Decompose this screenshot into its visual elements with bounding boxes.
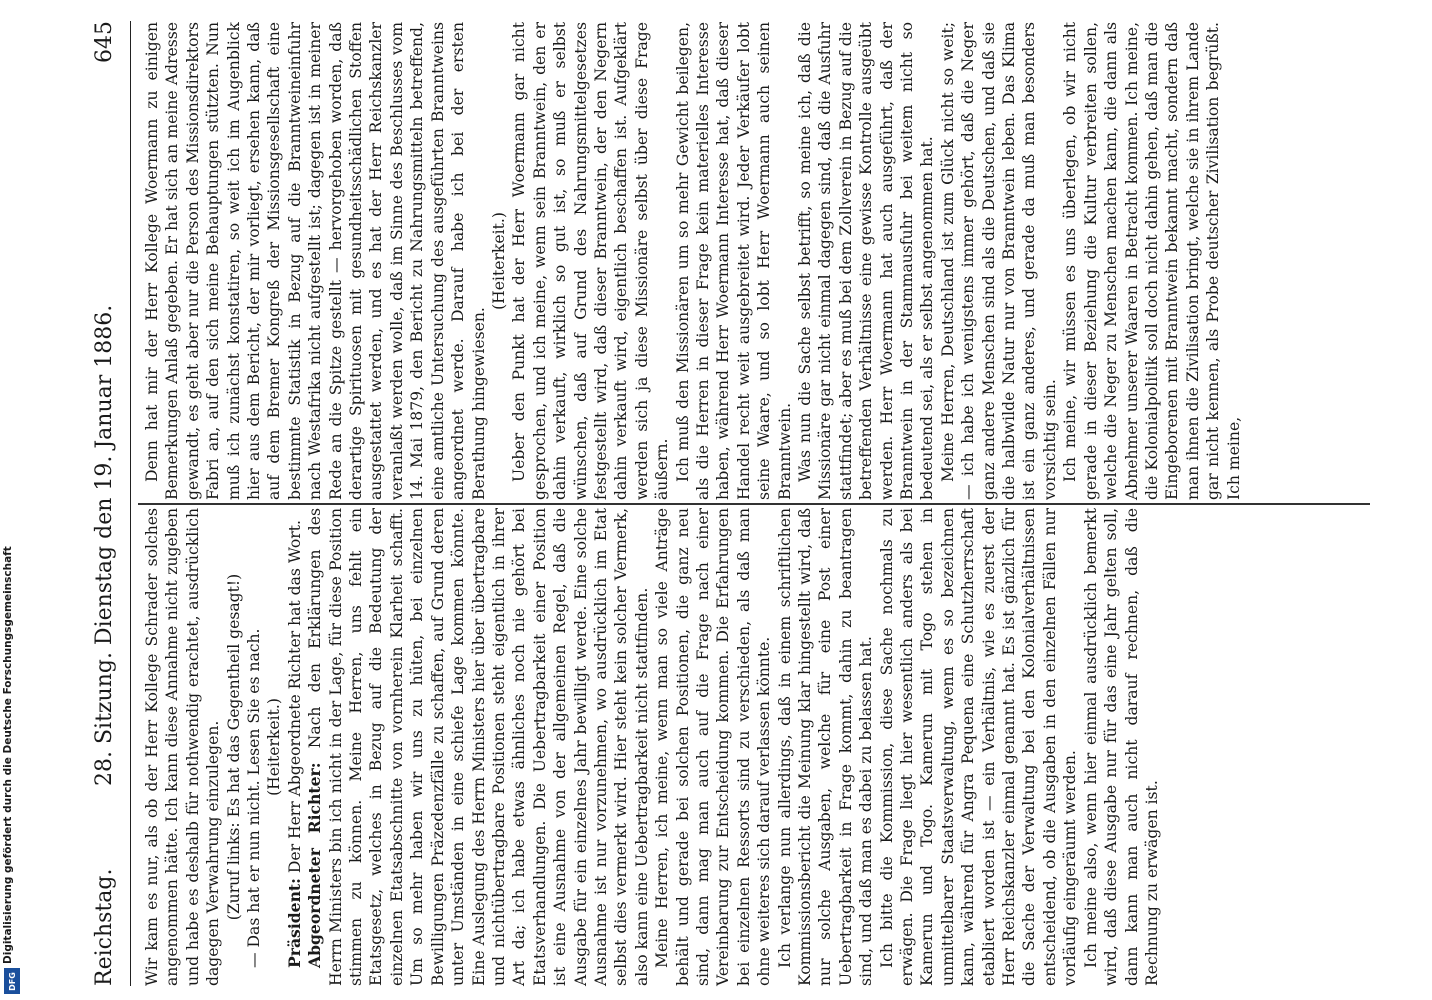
paragraph bbox=[775, 508, 877, 986]
header-center: 28. Sitzung. Dienstag den 19. Januar 1886. bbox=[92, 304, 117, 786]
paragraph bbox=[1081, 508, 1163, 986]
paragraph-text: Nach den Erklärungen des Herrn Ministers bin ich nicht in der Lage, für diese Position stimmen zu können. Meine Herren, uns fehlt ein Etatsgesetz, welches in Bezug auf die Bedeutung der einzelnen Etatsabschnitte von vornherein Klarheit schafft. Um so mehr haben wir uns zu hüten, bei einzelnen Bewilligungen Präzedenzfälle zu schaffen, auf Grund deren unter Umständen in eine schiefe Lage kommen könnte. Eine Auslegung des Herrn Ministers hier über übertragbare und nichtübertragbare Positionen steht eigentlich in ihrer Art da; ich habe etwas ähnliches noch nie gehört bei Etatsverhandlungen. Die Uebertragbarkeit einer Position ist eine Ausnahme von der allgemeinen Regel, daß die Ausgabe für ein einzelnes Jahr bewilligt werde. Eine solche Ausnahme ist nur vorzunehmen, wo ausdrücklich im Etat selbst dies vermerkt wird. Hier steht kein solcher Vermerk, also kann eine Uebertragbarkeit nicht stattfinden. bbox=[306, 508, 651, 986]
paragraph-text: Wir kam es nur, als ob der Herr Kollege Schrader solches angenommen hätte. Ich kann diese Annahme nicht zugeben und habe es deshalb für nothwendig erachtet, ausdrücklich dagegen Verwahrung einzulegen. bbox=[143, 508, 223, 986]
paragraph bbox=[285, 508, 305, 986]
paragraph-text: — Das hat er nun nicht. Lesen Sie es nach. bbox=[245, 628, 264, 968]
paragraph bbox=[652, 508, 774, 986]
paragraph bbox=[877, 508, 1081, 986]
digitization-credit: Digitalisierung gefördert durch die Deutsche Forschungsgemeinschaft bbox=[2, 546, 14, 964]
column-rule bbox=[138, 504, 1370, 506]
dfg-logo bbox=[4, 968, 20, 994]
speaker-name: Abgeordneter Richter: bbox=[305, 762, 325, 968]
paragraph-text: Ich meine, wir müssen es uns überlegen, ob wir nicht gerade in dieser Beziehung die Kultur verbreiten sollen, welche die Neger zu Menschen machen kann, die dann als Abnehmer unserer Waaren in Betracht kommen. Ich meine, die Kolonialpolitik soll doch nicht dahin gehen, daß man die Eingeborenen mit Branntwein bekannt macht, sondern daß man ihnen die Zivilisation bringt, welche sie in ihrem Lande gar nicht kennen, als Probe deutscher Zivilisation begrüßt. Ich meine, bbox=[1061, 22, 1243, 500]
paragraph bbox=[305, 508, 652, 986]
right-column bbox=[142, 22, 1244, 500]
paragraph-text: (Zuruf links: Es hat das Gegentheil gesagt!) bbox=[224, 573, 243, 921]
paragraph bbox=[673, 22, 795, 500]
page-number: 645 bbox=[92, 21, 117, 63]
speaker-name: Präsident: bbox=[284, 878, 304, 968]
rotated-page bbox=[80, 5, 1380, 1000]
paragraph-text: Ich muß den Missionären um so mehr Gewicht beilegen, als die Herren in dieser Frage kein materielles Interesse haben, während Herr Woermann Interesse hat, daß dieser Handel recht weit ausgebreitet wird. Jeder Verkäufer lobt seine Waare, und so lobt Herr Woermann auch seinen Branntwein. bbox=[673, 22, 794, 500]
paragraph bbox=[1060, 22, 1244, 500]
paragraph-text: Meine Herren, ich meine, wenn man so viele Anträge behält und gerade bei solchen Positionen, die ganz neu sind, dann mag man auch auf die Frage nach einer Vereinbarung zur Entscheidung kommen. Die Erfahrungen bei einzelnen Ressorts sind zu verschieden, als daß man ohne weiteres sich darauf verlassen könnte. bbox=[653, 508, 774, 986]
stage-direction bbox=[489, 22, 509, 500]
paragraph-text: Was nun die Sache selbst betrifft, so meine ich, daß die Missionäre gar nicht einmal dagegen sind, daß die Ausfuhr stattfindet; aber es muß bei dem Zollverein in Bezug auf die betreffenden Verhältnisse eine gewisse Kontrolle ausgeübt werden. Herr Woermann hat auch ausgeführt, daß der Branntwein in der Stammausfuhr bei weitem nicht so bedeutend sei, als er selbst angenommen hat. bbox=[796, 22, 937, 500]
paragraph-text: Ueber den Punkt hat der Herr Woermann gar nicht gesprochen, und ich meine, wenn sein Branntwein, den er dahin verkauft, wirklich so gut ist, so muß er selbst wünschen, daß auf Grund des Nahrungsmittelgesetzes festgestellt wird, daß dieser Branntwein, der den Negern dahin verkauft wird, eigentlich beschaffen ist. Aufgeklärt werden sich ja diese Missionäre selbst über diese Frage äußern. bbox=[510, 22, 672, 500]
left-column bbox=[142, 508, 1162, 986]
paragraph bbox=[244, 508, 264, 986]
paragraph-text: Der Herr Abgeordnete Richter hat das Wort. bbox=[285, 520, 304, 879]
paragraph-text: Ich verlange nun allerdings, daß in einem schriftlichen Kommissionsbericht die Meinung klar hingestellt wird, daß nur solche Ausgaben, welche für eine Post einer Uebertragbarkeit in Frage kommt, dahin zu beantragen sind, und daß man es dabei zu belassen hat. bbox=[775, 508, 876, 986]
paragraph bbox=[938, 22, 1060, 500]
paragraph bbox=[795, 22, 938, 500]
paragraph bbox=[142, 22, 489, 500]
paragraph bbox=[509, 22, 672, 500]
page-header bbox=[86, 21, 131, 986]
stage-direction bbox=[224, 508, 244, 986]
dfg-logo-text: DFG bbox=[7, 971, 17, 991]
header-left: Reichstag. bbox=[92, 868, 117, 986]
paragraph-text: Ich bitte die Kommission, diese Sache nochmals zu erwägen. Die Frage liegt hier wesentlich anders als bei Kamerun und Togo. Kamerun mit Togo stehen in unmittelbarer Staatsverwaltung, wenn es so bezeichnen kann, während für Angra Pequena eine Schutzherrschaft etabliert worden ist — ein Verhältnis, wie es zuerst der Herr Reichskanzler einmal genannt hat. Es ist gänzlich für die Sache der Verwaltung bei den Kolonialverhältnissen entscheidend, ob die Ausgaben in den einzelnen Fällen nur vorläufig eingeräumt werden. bbox=[877, 508, 1080, 986]
paragraph-text: Denn hat mir der Herr Kollege Woermann zu einigen Bemerkungen Anlaß gegeben. Er hat sich an meine Adresse gewandt, es geht aber nur die Person des Missionsdirektors Fabri an, auf den sich meine Behauptungen stützten. Nun muß ich zunächst konstatiren, so weit ich im Augenblick hier aus dem Bericht, der mir vorliegt, ersehen kann, daß auf dem Bremer Kongreß der Missionsgesellschaft eine bestimmte Statistik in Bezug auf die Branntweineinfuhr nach Westafrika nicht aufgestellt ist; dagegen ist in meiner Rede an die Spitze gestellt — hervorgehoben worden, daß derartige Spirituosen mit gesundheitsschädlichen Stoffen ausgestattet werden, und es hat der Herr Reichskanzler veranlaßt werden wolle, daß im Sinne des Beschlusses vom 14. Mai 1879, den Bericht zu Nahrungsmitteln betreffend, eine amtliche Untersuchung des ausgeführten Branntweins angeordnet werde. Darauf habe ich bei der ersten Berathung hingewiesen. bbox=[143, 22, 488, 500]
stage-direction bbox=[264, 508, 284, 986]
paragraph-text: Ich meine also, wenn hier einmal ausdrücklich bemerkt wird, daß diese Ausgabe nur für das eine Jahr gelten soll, dann kann man auch nicht darauf rechnen, daß die Rechnung zu erwägen ist. bbox=[1081, 508, 1161, 986]
paragraph-text: Meine Herren, Deutschland ist zum Glück nicht so weit; — ich habe ich wenigstens immer gehört, daß die Neger ganz andere Menschen sind als die Deutschen, und daß sie die halbwilde Natur nur von Branntwein leben. Das Klima ist ein ganz anderes, und gerade da muß man besonders vorsichtig sein. bbox=[938, 22, 1059, 500]
paragraph-text: (Heiterkeit.) bbox=[265, 698, 284, 796]
paragraph-text: (Heiterkeit.) bbox=[489, 212, 508, 310]
margin-strip bbox=[0, 0, 26, 1000]
paragraph bbox=[142, 508, 224, 986]
